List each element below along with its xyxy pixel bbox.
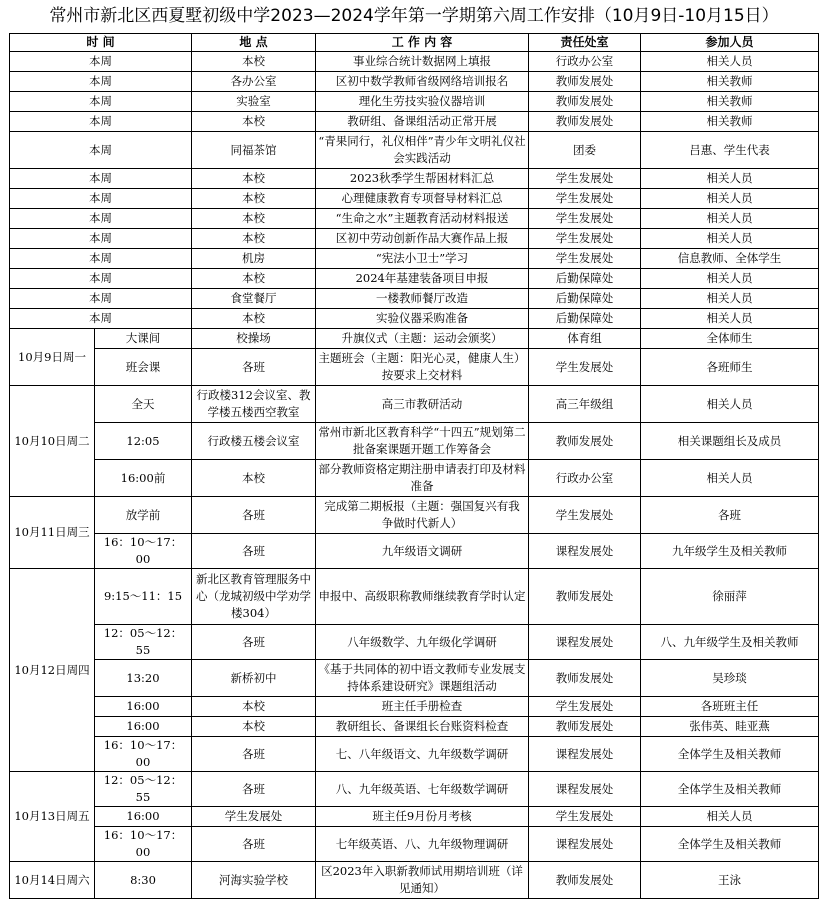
table-row [10,269,819,289]
dept-cell: 学生发展处 [529,807,641,827]
dept-cell: 后勤保障处 [529,289,641,309]
table-row [10,209,819,229]
time-cell: 16：10～17：00 [95,827,192,862]
table-row [10,72,819,92]
dept-cell: 高三年级组 [529,386,641,423]
content-cell: 一楼教师餐厅改造 [316,289,529,309]
content-cell: 八、九年级英语、七年级数学调研 [316,772,529,807]
people-cell: 九年级学生及相关教师 [641,534,819,569]
place-cell: 食堂餐厅 [192,289,316,309]
time-cell: 16:00 [95,717,192,737]
people-cell: 相关人员 [641,386,819,423]
header-place: 地 点 [192,34,316,52]
table-row [10,132,819,169]
place-cell: 本校 [192,169,316,189]
dept-cell: 后勤保障处 [529,269,641,289]
people-cell: 相关课题组长及成员 [641,423,819,460]
header-people: 参加人员 [641,34,819,52]
dept-cell: 学生发展处 [529,169,641,189]
day-cell: 10月10日周二 [10,386,95,497]
place-cell: 本校 [192,209,316,229]
place-cell: 本校 [192,697,316,717]
dept-cell: 学生发展处 [529,189,641,209]
dept-cell: 学生发展处 [529,497,641,534]
place-cell: 本校 [192,189,316,209]
content-cell: 班主任手册检查 [316,697,529,717]
time-cell: 16:00 [95,807,192,827]
people-cell: 全体学生及相关教师 [641,772,819,807]
content-cell: 完成第二期板报（主题：强国复兴有我 争做时代新人） [316,497,529,534]
table-row [10,827,819,862]
content-cell: 实验仪器采购准备 [316,309,529,329]
time-cell: 12:05 [95,423,192,460]
time-cell: 本周 [10,92,192,112]
time-cell: 13:20 [95,660,192,697]
table-row [10,717,819,737]
table-row [10,569,819,625]
dept-cell: 团委 [529,132,641,169]
table-row [10,862,819,899]
dept-cell: 教师发展处 [529,92,641,112]
table-row [10,289,819,309]
place-cell: 新北区教育管理服务中心（龙城初级中学劝学楼304） [192,569,316,625]
place-cell: 本校 [192,717,316,737]
content-cell: 主题班会（主题：阳光心灵，健康人生）按要求上交材料 [316,349,529,386]
content-cell: 2023秋季学生帮困材料汇总 [316,169,529,189]
content-cell: 心理健康教育专项督导材料汇总 [316,189,529,209]
place-cell: 各班 [192,737,316,772]
place-cell: 行政楼五楼会议室 [192,423,316,460]
content-cell: 部分教师资格定期注册申请表打印及材料准备 [316,460,529,497]
day-cell: 10月11日周三 [10,497,95,569]
table-row [10,660,819,697]
dept-cell: 教师发展处 [529,660,641,697]
table-row [10,92,819,112]
people-cell: 相关人员 [641,52,819,72]
table-row [10,249,819,269]
table-row [10,349,819,386]
place-cell: 各班 [192,827,316,862]
table-row [10,697,819,717]
people-cell: 相关人员 [641,309,819,329]
table-row [10,309,819,329]
time-cell: 大课间 [95,329,192,349]
time-cell: 放学前 [95,497,192,534]
content-cell: “生命之水”主题教育活动材料报送 [316,209,529,229]
place-cell: 本校 [192,112,316,132]
content-cell: 2024年基建装备项目申报 [316,269,529,289]
place-cell: 实验室 [192,92,316,112]
people-cell: 相关人员 [641,209,819,229]
dept-cell: 教师发展处 [529,569,641,625]
content-cell: 申报中、高级职称教师继续教育学时认定 [316,569,529,625]
people-cell: 相关教师 [641,92,819,112]
place-cell: 行政楼312会议室、教学楼五楼西空教室 [192,386,316,423]
place-cell: 本校 [192,52,316,72]
time-cell: 8:30 [95,862,192,899]
table-row [10,625,819,660]
time-cell: 本周 [10,72,192,92]
people-cell: 信息教师、全体学生 [641,249,819,269]
content-cell: 七、八年级语文、九年级数学调研 [316,737,529,772]
people-cell: 吴珍琰 [641,660,819,697]
place-cell: 各班 [192,534,316,569]
place-cell: 同福茶馆 [192,132,316,169]
time-cell: 16:00 [95,697,192,717]
time-cell: 本周 [10,132,192,169]
people-cell: 各班师生 [641,349,819,386]
time-cell: 本周 [10,189,192,209]
header-row [10,34,819,52]
place-cell: 本校 [192,269,316,289]
dept-cell: 课程发展处 [529,772,641,807]
time-cell: 本周 [10,229,192,249]
day-cell: 10月9日周一 [10,329,95,386]
dept-cell: 教师发展处 [529,862,641,899]
place-cell: 本校 [192,229,316,249]
dept-cell: 教师发展处 [529,717,641,737]
dept-cell: 学生发展处 [529,697,641,717]
table-row [10,460,819,497]
header-content: 工 作 内 容 [316,34,529,52]
people-cell: 相关教师 [641,112,819,132]
dept-cell: 教师发展处 [529,72,641,92]
table-row [10,423,819,460]
time-cell: 16：10～17：00 [95,737,192,772]
content-cell: 区初中数学教师省级网络培训报名 [316,72,529,92]
header-time: 时 间 [10,34,192,52]
place-cell: 学生发展处 [192,807,316,827]
people-cell: 吕惠、学生代表 [641,132,819,169]
time-cell: 16：10～17：00 [95,534,192,569]
people-cell: 相关人员 [641,229,819,249]
document-title: 常州市新北区西夏墅初级中学2023—2024学年第一学期第六周工作安排（10月9日-10月15日） [49,6,779,26]
content-cell: “青果同行，礼仪相伴”青少年文明礼仪社会实践活动 [316,132,529,169]
place-cell: 本校 [192,460,316,497]
content-cell: 高三市教研活动 [316,386,529,423]
time-cell: 本周 [10,269,192,289]
content-cell: 八年级数学、九年级化学调研 [316,625,529,660]
time-cell: 本周 [10,169,192,189]
people-cell: 相关人员 [641,289,819,309]
content-cell: 常州市新北区教育科学“十四五”规划第二批备案课题开题工作筹备会 [316,423,529,460]
time-cell: 全天 [95,386,192,423]
place-cell: 各办公室 [192,72,316,92]
content-cell: 升旗仪式（主题：运动会颁奖） [316,329,529,349]
dept-cell: 行政办公室 [529,460,641,497]
table-row [10,807,819,827]
people-cell: 王泳 [641,862,819,899]
content-cell: 区2023年入职新教师试用期培训班（详见通知） [316,862,529,899]
dept-cell: 课程发展处 [529,737,641,772]
place-cell: 新桥初中 [192,660,316,697]
people-cell: 徐丽萍 [641,569,819,625]
header-dept: 责任处室 [529,34,641,52]
people-cell: 相关人员 [641,807,819,827]
dept-cell: 教师发展处 [529,423,641,460]
place-cell: 机房 [192,249,316,269]
content-cell: 班主任9月份月考核 [316,807,529,827]
dept-cell: 学生发展处 [529,349,641,386]
people-cell: 相关教师 [641,72,819,92]
time-cell: 12：05～12：55 [95,772,192,807]
content-cell: 教研组长、备课组长台账资料检查 [316,717,529,737]
schedule-body [10,52,819,899]
table-row [10,229,819,249]
time-cell: 9:15～11：15 [95,569,192,625]
people-cell: 八、九年级学生及相关教师 [641,625,819,660]
people-cell: 全体学生及相关教师 [641,827,819,862]
place-cell: 校操场 [192,329,316,349]
table-row [10,534,819,569]
schedule-table [9,33,819,899]
time-cell: 本周 [10,209,192,229]
day-cell: 10月13日周五 [10,772,95,862]
people-cell: 各班 [641,497,819,534]
place-cell: 各班 [192,772,316,807]
time-cell: 本周 [10,309,192,329]
content-cell: “宪法小卫士”学习 [316,249,529,269]
people-cell: 全体师生 [641,329,819,349]
day-cell: 10月14日周六 [10,862,95,899]
dept-cell: 学生发展处 [529,229,641,249]
table-row [10,112,819,132]
dept-cell: 课程发展处 [529,625,641,660]
table-row [10,737,819,772]
place-cell: 各班 [192,349,316,386]
place-cell: 各班 [192,497,316,534]
time-cell: 16:00前 [95,460,192,497]
table-row [10,329,819,349]
day-cell: 10月12日周四 [10,569,95,772]
time-cell: 本周 [10,52,192,72]
people-cell: 相关人员 [641,269,819,289]
time-cell: 本周 [10,289,192,309]
content-cell: 《基于共同体的初中语文教师专业发展支持体系建设研究》课题组活动 [316,660,529,697]
dept-cell: 学生发展处 [529,249,641,269]
dept-cell: 行政办公室 [529,52,641,72]
place-cell: 河海实验学校 [192,862,316,899]
content-cell: 理化生劳技实验仪器培训 [316,92,529,112]
table-row [10,386,819,423]
place-cell: 本校 [192,309,316,329]
people-cell: 相关人员 [641,189,819,209]
people-cell: 各班班主任 [641,697,819,717]
content-cell: 九年级语文调研 [316,534,529,569]
dept-cell: 课程发展处 [529,827,641,862]
table-row [10,497,819,534]
dept-cell: 教师发展处 [529,112,641,132]
content-cell: 七年级英语、八、九年级物理调研 [316,827,529,862]
dept-cell: 后勤保障处 [529,309,641,329]
time-cell: 班会课 [95,349,192,386]
dept-cell: 课程发展处 [529,534,641,569]
people-cell: 全体学生及相关教师 [641,737,819,772]
time-cell: 本周 [10,112,192,132]
content-cell: 区初中劳动创新作品大赛作品上报 [316,229,529,249]
time-cell: 12：05～12：55 [95,625,192,660]
people-cell: 相关人员 [641,169,819,189]
people-cell: 相关人员 [641,460,819,497]
dept-cell: 体育组 [529,329,641,349]
table-row [10,169,819,189]
table-row [10,189,819,209]
table-row [10,772,819,807]
content-cell: 教研组、备课组活动正常开展 [316,112,529,132]
place-cell: 各班 [192,625,316,660]
time-cell: 本周 [10,249,192,269]
people-cell: 张伟英、眭亚燕 [641,717,819,737]
table-row [10,52,819,72]
dept-cell: 学生发展处 [529,209,641,229]
content-cell: 事业综合统计数据网上填报 [316,52,529,72]
